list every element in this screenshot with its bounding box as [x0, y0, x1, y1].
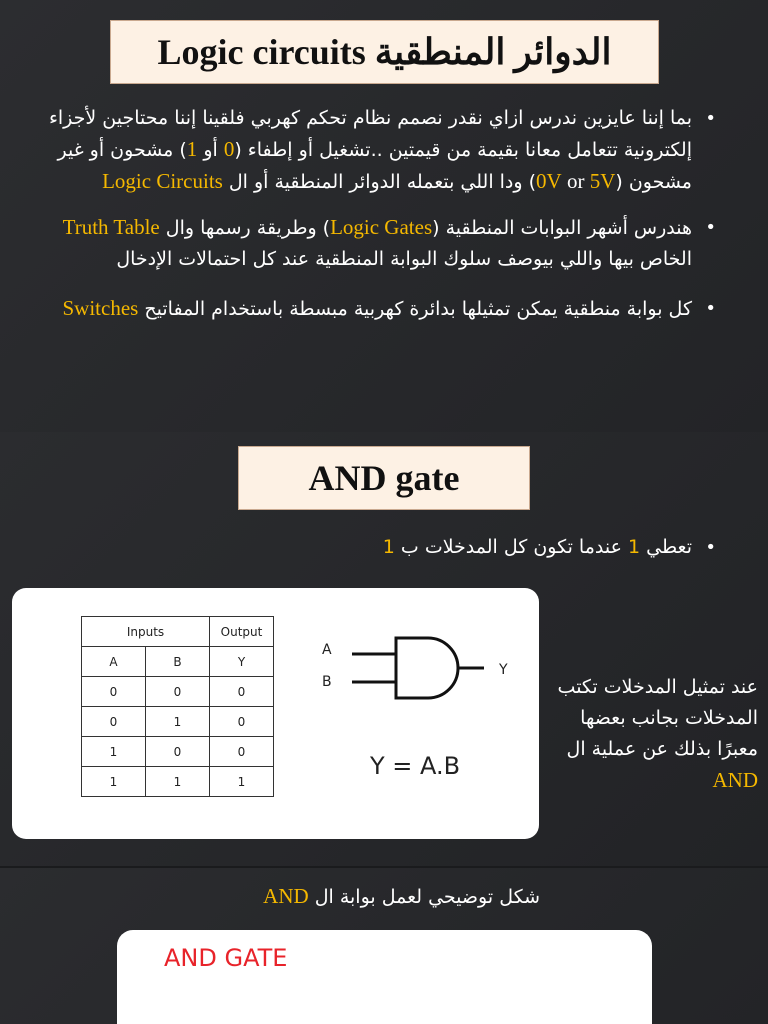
cell: 1: [146, 767, 210, 797]
side-text: عند تمثيل المدخلات تكتب المدخلات بجانب بعضها معبرًا بذلك عن عملية ال: [557, 676, 758, 760]
table-row: [82, 767, 274, 797]
value-one: 1: [382, 536, 395, 558]
slide1-bullet-list: [30, 103, 730, 325]
cell: 0: [82, 677, 146, 707]
bullet-text: or: [561, 169, 590, 193]
value-0v: 0V: [536, 169, 562, 193]
slide-and-gate: [0, 432, 768, 866]
slide-and-illustration: [0, 868, 768, 1024]
slide-logic-circuits: [0, 0, 768, 432]
col-a: A: [82, 647, 146, 677]
slide2-title: AND gate: [238, 446, 530, 510]
bullet-switches: [30, 293, 730, 325]
bullet-text: هندرس أشهر البوابات المنطقية (: [432, 217, 692, 239]
table-row: [82, 707, 274, 737]
cell: 0: [146, 737, 210, 767]
truth-table: [81, 616, 274, 797]
value-5v: 5V: [589, 169, 616, 193]
col-y: Y: [210, 647, 274, 677]
cell: 1: [210, 767, 274, 797]
bullet-logic-gates: [30, 212, 730, 275]
and-equation: Y = A.B: [370, 752, 461, 780]
cell: 0: [82, 707, 146, 737]
table-row: [82, 677, 274, 707]
term-and: AND: [712, 768, 758, 792]
truth-table-header-row: [82, 617, 274, 647]
cell: 0: [210, 677, 274, 707]
term-truth-table: Truth Table: [62, 215, 160, 239]
bullet-text: ) مشحون أو غير مشحون (: [57, 139, 692, 193]
illustration-caption: [200, 884, 540, 909]
slide1-title: Logic circuits الدوائر المنطقية: [110, 20, 659, 84]
term-logic-circuits: Logic Circuits: [102, 169, 223, 193]
bullet-and-rule: [300, 532, 730, 563]
gate-output-label: Y: [499, 662, 508, 678]
and-gate-label: AND GATE: [164, 944, 288, 972]
value-zero: 0: [223, 137, 235, 161]
and-gate-symbol: [312, 632, 532, 732]
bullet-text: تعطي: [640, 536, 692, 558]
output-header: Output: [210, 617, 274, 647]
and-gate-card: [12, 588, 539, 839]
cell: 1: [82, 737, 146, 767]
term-logic-gates: Logic Gates: [330, 215, 433, 239]
bullet-text: عندما تكون كل المدخلات ب: [394, 536, 628, 558]
cell: 0: [210, 737, 274, 767]
bullet-text: ) وطريقة رسمها وال: [159, 217, 331, 239]
value-one: 1: [627, 536, 641, 558]
slide2-bullet: [300, 532, 730, 563]
bullet-text: بما إننا عايزين ندرس ازاي نقدر نصمم نظام تحكم كهربي فلقينا إننا محتاجين لأجزاء إلكترونية تتعامل معانا بقيمة من قيمتين ..تشغيل أو إطفاء (: [48, 107, 692, 161]
cell: 1: [82, 767, 146, 797]
bullet-text: الخاص بيها واللي بيوصف سلوك البوابة المنطقية عند كل احتمالات الإدخال: [116, 248, 692, 270]
cell: 1: [146, 707, 210, 737]
cell: 0: [146, 677, 210, 707]
side-explanation: [538, 672, 758, 797]
term-and: AND: [263, 884, 309, 908]
bullet-intro: [30, 103, 730, 198]
gate-input-b-label: B: [322, 674, 332, 690]
bullet-text: أو: [197, 139, 224, 161]
bullet-text: ) ودا اللي بتعمله الدوائر المنطقية أو ال: [222, 171, 537, 193]
table-row: [82, 737, 274, 767]
gate-input-a-label: A: [322, 642, 332, 658]
truth-table-col-row: [82, 647, 274, 677]
value-one: 1: [186, 137, 198, 161]
and-gate-body: [396, 638, 458, 698]
col-b: B: [146, 647, 210, 677]
cell: 0: [210, 707, 274, 737]
bullet-text: كل بوابة منطقية يمكن تمثيلها بدائرة كهربية مبسطة باستخدام المفاتيح: [138, 298, 692, 320]
caption-text: شكل توضيحي لعمل بوابة ال: [308, 886, 540, 908]
and-gate-illustration-card: [117, 930, 652, 1024]
term-switches: Switches: [62, 296, 139, 320]
inputs-header: Inputs: [82, 617, 210, 647]
